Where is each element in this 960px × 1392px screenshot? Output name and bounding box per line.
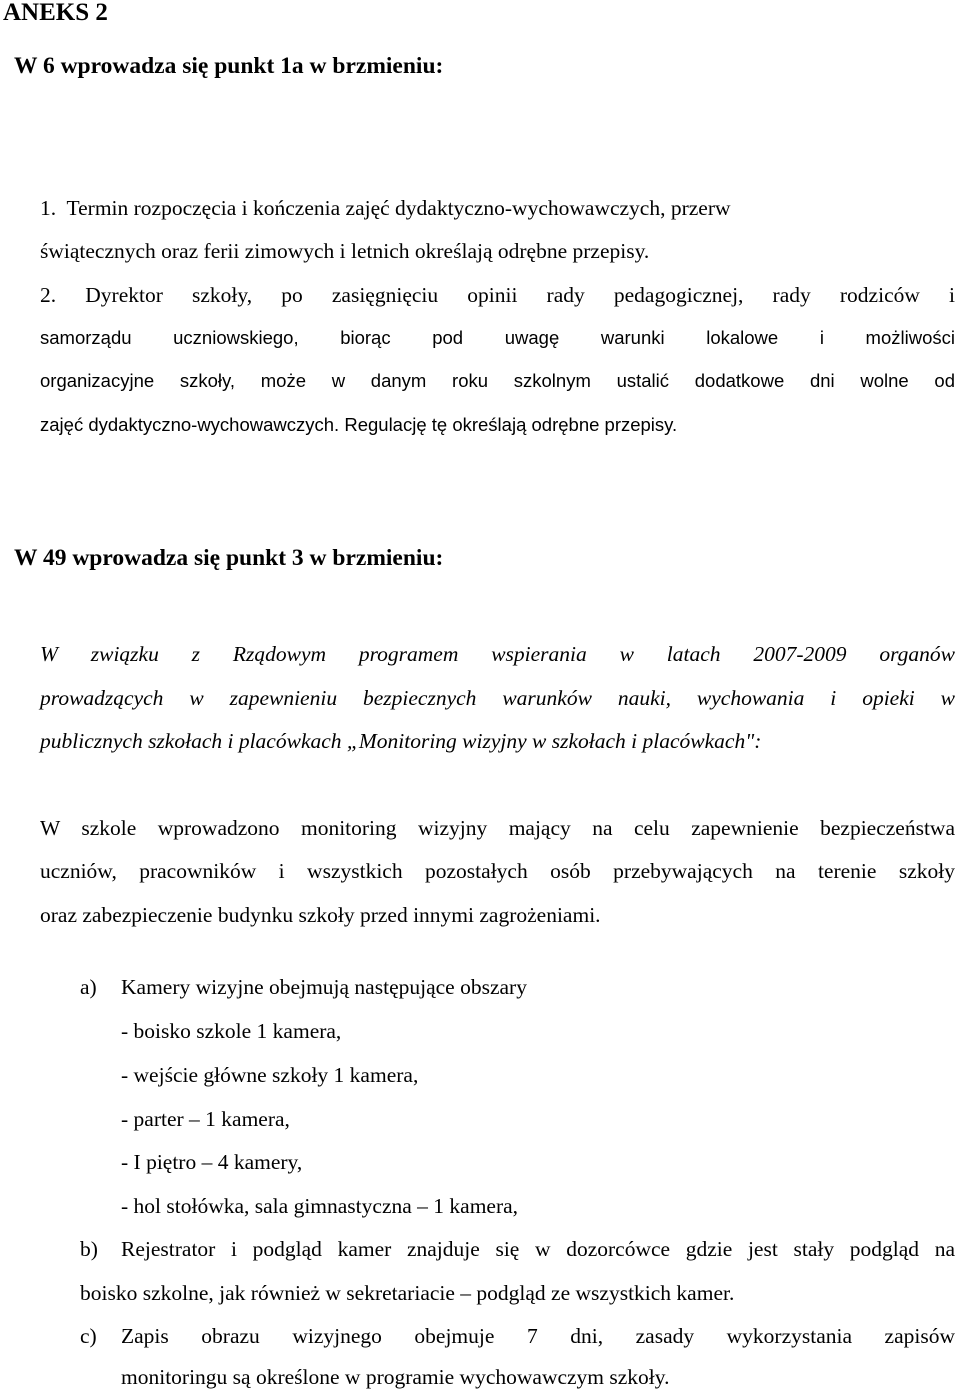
- list-a-text: Kamery wizyjne obejmują następujące obszary: [121, 975, 527, 999]
- section-2-intro-line-3: oraz zabezpieczenie budynku szkoły przed innymi zagrożeniami.: [40, 903, 601, 927]
- list-a-sub-item: - boisko szkole 1 kamera,: [121, 1019, 342, 1043]
- list-b-line-1: Rejestrator i podgląd kamer znajduje się w dozorcówce gdzie jest stały podgląd na: [121, 1237, 955, 1261]
- section-2-title: W 49 wprowadza się punkt 3 w brzmieniu:: [14, 545, 444, 571]
- section-1-item-2-line-2: samorządu uczniowskiego, biorąc pod uwagę warunki lokalowe i możliwości: [40, 327, 955, 348]
- section-1-item-1-line-1: [40, 195, 955, 221]
- aneks-heading: ANEKS 2: [3, 0, 108, 26]
- list-c-line-2: monitoringu są określone w programie wychowawczym szkoły.: [121, 1365, 670, 1389]
- section-1-item-2-line-1: 2. Dyrektor szkoły, po zasięgnięciu opinii rady pedagogicznej, rady rodziców i: [40, 283, 955, 307]
- list-a-sub-item: - I piętro – 4 kamery,: [121, 1150, 303, 1174]
- section-2-italic-line-2: prowadzących w zapewnieniu bezpiecznych warunków nauki, wychowania i opieki w: [40, 686, 955, 710]
- section-2-intro-line-1: W szkole wprowadzono monitoring wizyjny mający na celu zapewnienie bezpieczeństwa: [40, 816, 955, 840]
- list-c-line-1: Zapis obrazu wizyjnego obejmuje 7 dni, zasady wykorzystania zapisów: [121, 1324, 955, 1348]
- list-a-sub-item: - wejście główne szkoły 1 kamera,: [121, 1063, 419, 1087]
- section-2-italic-line-3: publicznych szkołach i placówkach „Monitoring wizyjny w szkołach i placówkach":: [40, 729, 762, 753]
- section-1-item-1-line-2: świątecznych oraz ferii zimowych i letnich określają odrębne przepisy.: [40, 239, 650, 263]
- section-2-intro-line-2: uczniów, pracowników i wszystkich pozostałych osób przebywających na terenie szkoły: [40, 859, 955, 883]
- list-a-sub-item: - hol stołówka, sala gimnastyczna – 1 kamera,: [121, 1194, 519, 1218]
- list-a-marker: a): [80, 975, 97, 999]
- list-a-sub-item: - parter – 1 kamera,: [121, 1107, 290, 1131]
- list-b-marker: b): [80, 1237, 98, 1261]
- section-1-item-2-line-4: zajęć dydaktyczno-wychowawczych. Regulację tę określają odrębne przepisy.: [40, 414, 678, 435]
- section-1-item-2-line-3: organizacyjne szkoły, może w danym roku szkolnym ustalić dodatkowe dni wolne od: [40, 370, 955, 391]
- section-2-italic-line-1: W związku z Rządowym programem wspierania w latach 2007-2009 organów: [40, 642, 955, 666]
- list-c-marker: c): [80, 1324, 97, 1348]
- section-1-title: W 6 wprowadza się punkt 1a w brzmieniu:: [14, 53, 444, 79]
- justified-text: 1. Termin rozpoczęcia i kończenia zajęć dydaktyczno-wychowawczych, przerw: [40, 196, 731, 220]
- list-b-line-2: boisko szkolne, jak również w sekretariacie – podgląd ze wszystkich kamer.: [80, 1281, 735, 1305]
